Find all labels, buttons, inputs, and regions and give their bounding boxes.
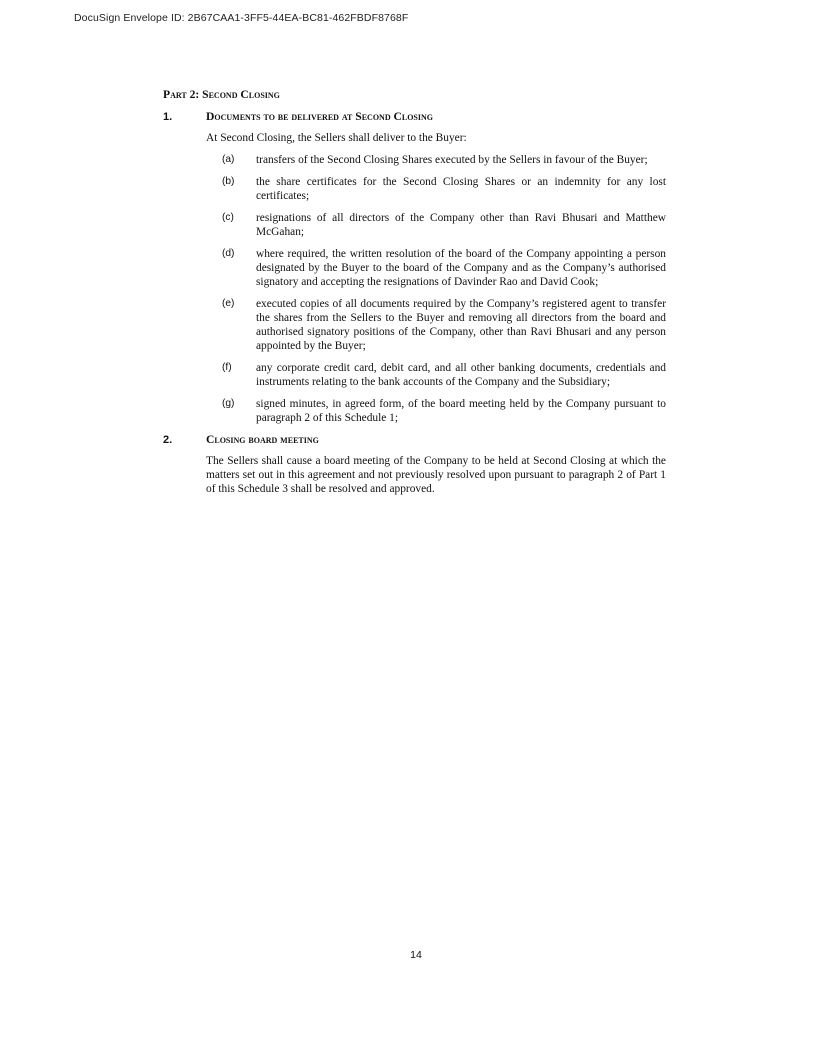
section-closing-board-meeting <box>163 433 666 496</box>
list-item <box>222 175 666 203</box>
page-number: 14 <box>410 949 422 961</box>
list-item <box>222 153 666 167</box>
list-item-label: (g) <box>222 398 235 409</box>
list-item-text: resignations of all directors of the Company other than Ravi Bhusari and Matthew McGahan; <box>256 212 666 238</box>
part-title: Part 2: Second Closing <box>163 88 280 101</box>
section-intro: At Second Closing, the Sellers shall deliver to the Buyer: <box>206 132 467 144</box>
delivery-list <box>222 153 666 425</box>
section-heading: Closing board meeting <box>206 433 319 446</box>
list-item <box>222 297 666 353</box>
section-heading: Documents to be delivered at Second Closing <box>206 110 433 123</box>
section-number: 2. <box>163 434 173 446</box>
list-item <box>222 247 666 289</box>
list-item <box>222 211 666 239</box>
list-item-text: executed copies of all documents required by the Company’s registered agent to transfer the shares from the Sellers to the Buyer and removing all directors from the board and authorised signatory positions of the Company, other than Ravi Bhusari and any person appointed by the Buyer; <box>256 298 666 352</box>
list-item-label: (b) <box>222 176 235 187</box>
list-item <box>222 361 666 389</box>
section-number: 1. <box>163 111 173 123</box>
section-heading-row <box>163 110 666 124</box>
list-item-label: (c) <box>222 212 234 223</box>
section-documents-delivered <box>163 110 666 425</box>
list-item-label: (a) <box>222 154 235 165</box>
list-item-text: any corporate credit card, debit card, and all other banking documents, credentials and instruments relating to the bank accounts of the Company and the Subsidiary; <box>256 362 666 388</box>
list-item-label: (f) <box>222 362 232 373</box>
list-item-text: where required, the written resolution of the board of the Company appointing a person designated by the Buyer to the board of the Company and as the Company’s authorised signatory and accepting the resignations of Davinder Rao and David Cook; <box>256 248 666 288</box>
docusign-envelope-id: DocuSign Envelope ID: 2B67CAA1-3FF5-44EA-BC81-462FBDF8768F <box>74 12 409 24</box>
list-item-label: (d) <box>222 248 235 259</box>
list-item-text: the share certificates for the Second Closing Shares or an indemnity for any lost certificates; <box>256 176 666 202</box>
section-heading-row <box>163 433 666 447</box>
list-item <box>222 397 666 425</box>
list-item-text: transfers of the Second Closing Shares executed by the Sellers in favour of the Buyer; <box>256 154 648 166</box>
list-item-label: (e) <box>222 298 235 309</box>
document-body <box>163 88 666 504</box>
list-item-text: signed minutes, in agreed form, of the board meeting held by the Company pursuant to paragraph 2 of this Schedule 1; <box>256 398 666 424</box>
section-body: The Sellers shall cause a board meeting of the Company to be held at Second Closing at which the matters set out in this agreement and not previously resolved upon pursuant to paragraph 2 of Part 1 of this Schedule 3 shall be resolved and approved. <box>206 455 666 495</box>
